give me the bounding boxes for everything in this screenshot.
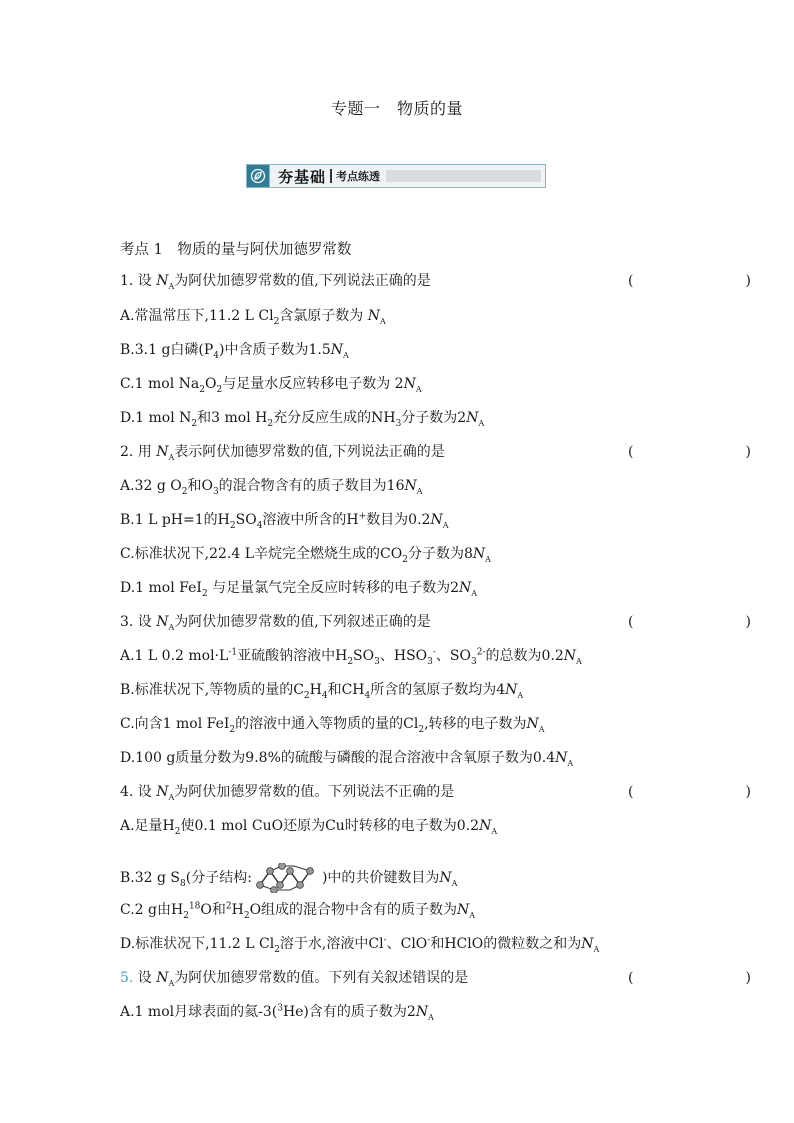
answer-option-c: C.2 g由$H_2^{18}O$和$^2H_2O$组成的混合物中含有的质子数为$N_A$ xyxy=(120,901,476,921)
answer-blank[interactable]: ( ) xyxy=(628,614,779,630)
question-stem: 3. 设 $N_A$为阿伏加德罗常数的值,下列叙述正确的是 xyxy=(120,614,431,632)
answer-blank[interactable]: ( ) xyxy=(628,784,779,800)
answer-option-c: C.向含1 mol FeI$_2$的溶液中通入等物质的量的$Cl_2$,转移的电子数为$N_A$ xyxy=(120,716,545,735)
question-stem: 5. 设 $N_A$为阿伏加德罗常数的值。下列有关叙述错误的是 xyxy=(120,970,469,988)
banner-main-label: 夯基础 xyxy=(278,167,327,186)
answer-blank[interactable]: ( ) xyxy=(628,970,779,986)
banner-bar xyxy=(386,170,541,182)
question-stem: 2. 用 $N_A$表示阿伏加德罗常数的值,下列说法正确的是 xyxy=(120,444,445,462)
answer-option-d: D.标准状况下,11.2 L $Cl_2$溶于水,溶液中Cl-、ClO-和HClO的微粒数之和为$N_A$ xyxy=(120,935,600,955)
answer-blank[interactable]: ( ) xyxy=(628,273,779,289)
answer-option-c: C.1 mol $Na_2O_2$与足量水反应转移电子数为 $2N_A$ xyxy=(120,376,422,395)
answer-option-a: A.1 L 0.2 $mol\cdot L^{-1}$亚硫酸钠溶液中$H_2SO_3$、$HSO_3^-$、$SO_3^{2-}$的总数为$0.2N_A$ xyxy=(120,647,582,667)
answer-option-b: B.3.1 g白磷$(P_4)$中含质子数为$1.5N_A$ xyxy=(120,342,349,361)
answer-option-d: D.1 mol FeI$_2$ 与足量氯气完全反应时转移的电子数为$2N_A$ xyxy=(120,580,478,599)
answer-blank[interactable]: ( ) xyxy=(628,444,779,460)
s8-structure-diagram xyxy=(254,863,320,893)
answer-option-c: C.标准状况下,22.4 L辛烷完全燃烧生成的$CO_2$分子数为$8N_A$ xyxy=(120,546,491,565)
leaf-icon xyxy=(247,165,270,187)
answer-option-d: D.1 mol $N_2$和3 mol $H_2$充分反应生成的$NH_3$分子数为$2N_A$ xyxy=(120,410,485,429)
answer-option-b: B.1 L pH=1的$H_2SO_4$溶液中所含的H+数目为$0.2N_A$ xyxy=(120,511,449,531)
question-stem: 4. 设 $N_A$为阿伏加德罗常数的值。下列说法不正确的是 xyxy=(120,784,455,802)
banner-sub-label: 考点练透 xyxy=(336,170,381,183)
answer-option-a: A.常温常压下,11.2 L $Cl_2$含氯原子数为 $N_A$ xyxy=(120,308,386,327)
section-heading: 考点 1 物质的量与阿伏加德罗常数 xyxy=(120,242,352,258)
answer-option-a: A.32 g $O_2$和$O_3$的混合物含有的质子数目为$16N_A$ xyxy=(120,478,423,497)
answer-option-d: D.100 g质量分数为9.8%的硫酸与磷酸的混合溶液中含氧原子数为$0.4N_A$ xyxy=(120,750,574,768)
answer-option-b: B.标准状况下,等物质的量的$C_2H_4$和$CH_4$所含的氢原子数均为$4N_A$ xyxy=(120,682,524,701)
section-banner xyxy=(246,164,546,188)
document-title: 专题一 物质的量 xyxy=(330,99,463,118)
banner-divider xyxy=(330,169,332,183)
answer-option-b: B.32 g $S_8$(分子结构: )中的共价键数目为$N_A$ xyxy=(120,863,680,893)
answer-option-a: A.1 mol月球表面的氦-3($^3$He)含有的质子数为$2N_A$ xyxy=(120,1003,434,1022)
question-stem: 1. 设 $N_A$为阿伏加德罗常数的值,下列说法正确的是 xyxy=(120,273,431,291)
answer-option-a: A.足量$H_2$使0.1 mol CuO还原为Cu时转移的电子数为$0.2N_A$ xyxy=(120,818,498,837)
